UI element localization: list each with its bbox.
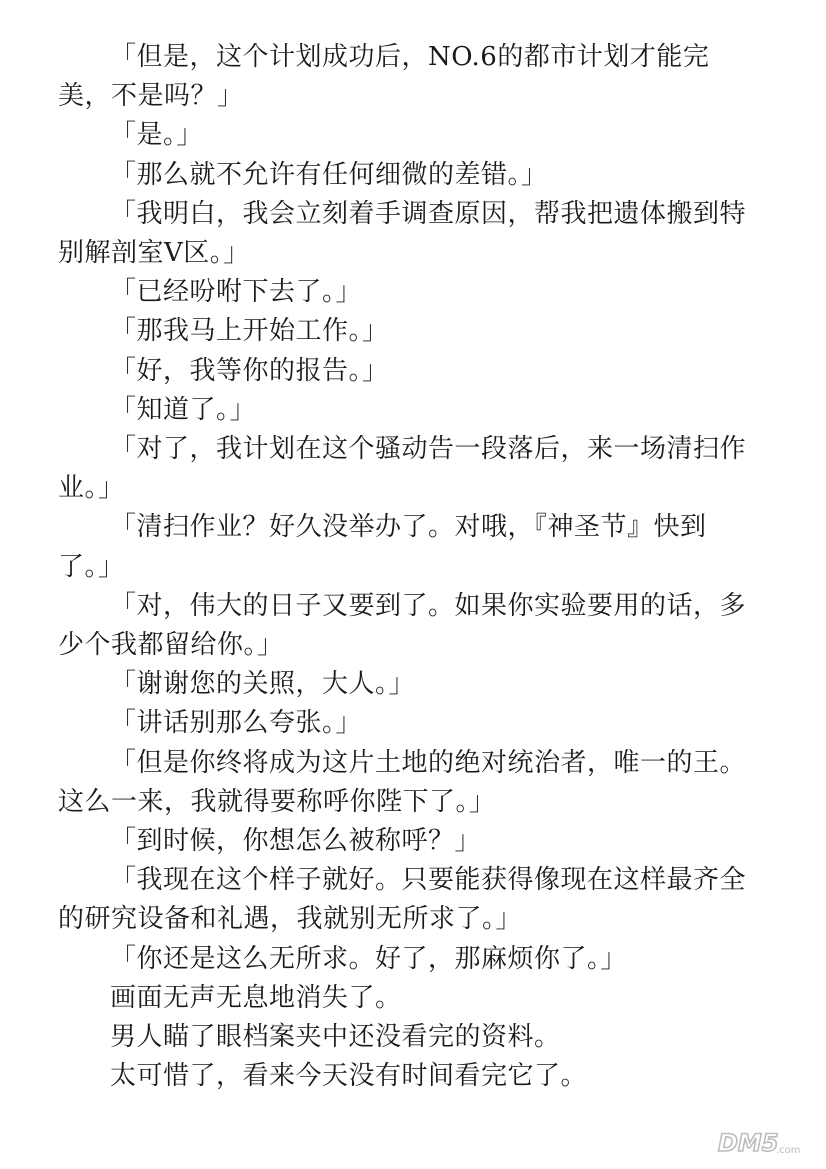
- paragraph: 「讲话别那么夸张。」: [110, 708, 363, 739]
- paragraph: 画面无声无息地消失了。: [110, 982, 402, 1013]
- paragraph: 「到时候，你想怎么被称呼？」: [110, 826, 482, 857]
- paragraph: 「知道了。」: [110, 394, 257, 425]
- paragraph: 太可惜了，看来今天没有时间看完它了。: [110, 1061, 588, 1092]
- document-body: [58, 38, 758, 1096]
- svg-text:.com: .com: [776, 1145, 801, 1156]
- paragraph: 「那我马上开始工作。」: [110, 316, 389, 347]
- paragraph: 「清扫作业？好久没举办了。对哦，『神圣节』快到了。」: [58, 512, 707, 582]
- paragraph: 「但是，这个计划成功后，NO.6的都市计划才能完美，不是吗？」: [58, 42, 710, 112]
- paragraph: 男人瞄了眼档案夹中还没看完的资料。: [110, 1022, 561, 1053]
- paragraph: 「是。」: [110, 120, 204, 151]
- paragraph: 「但是你终将成为这片土地的绝对统治者，唯一的王。这么一来，我就得要称呼你陛下了。」: [58, 747, 747, 817]
- paragraph: 「你还是这么无所求。好了，那麻烦你了。」: [110, 943, 628, 974]
- paragraph: 「谢谢您的关照，大人。」: [110, 669, 416, 700]
- paragraph: 「好，我等你的报告。」: [110, 355, 389, 386]
- watermark-logo-icon: [716, 1125, 810, 1159]
- paragraph: 「已经吩咐下去了。」: [110, 277, 363, 308]
- paragraph: 「对，伟大的日子又要到了。如果你实验要用的话，多少个我都留给你。」: [58, 590, 747, 661]
- paragraph: 「我现在这个样子就好。只要能获得像现在这样最齐全的研究设备和礼遇，我就别无所求了。」: [58, 865, 747, 935]
- paragraph: 「那么就不允许有任何细微的差错。」: [110, 159, 548, 190]
- svg-text:DM5: DM5: [718, 1129, 779, 1157]
- paragraph: 「对了，我计划在这个骚动告一段落后，来一场清扫作业。」: [58, 434, 747, 504]
- watermark-logo: [716, 1125, 810, 1159]
- paragraph: 「我明白，我会立刻着手调查原因，帮我把遗体搬到特别解剖室V区。」: [58, 198, 747, 269]
